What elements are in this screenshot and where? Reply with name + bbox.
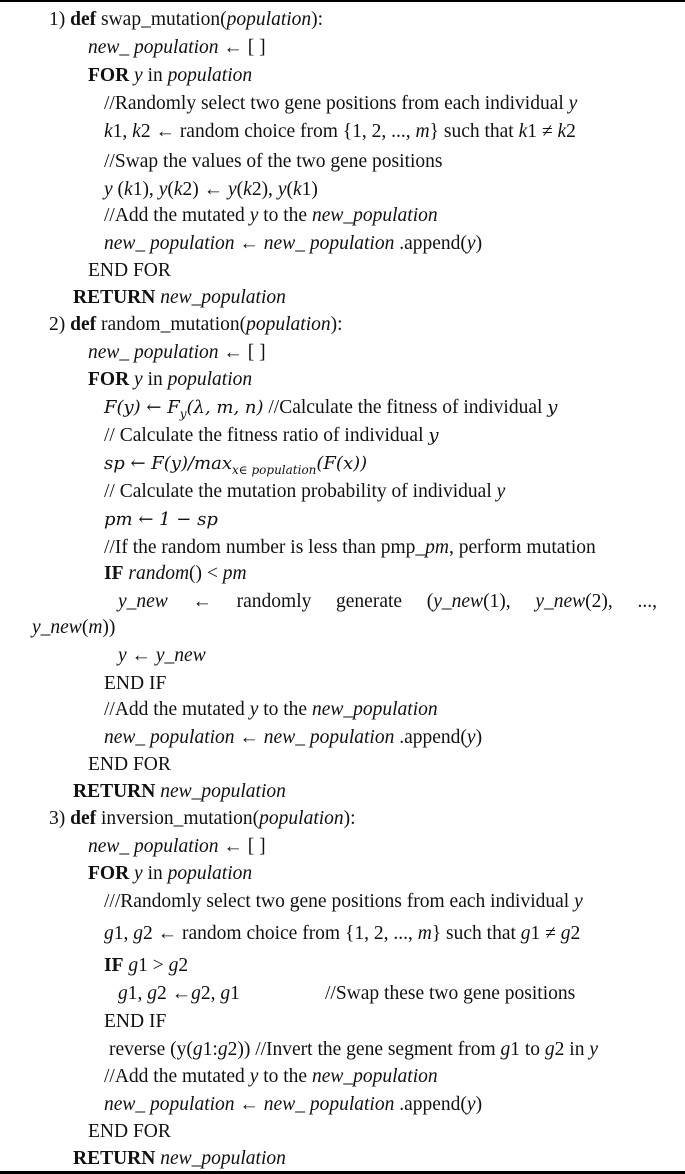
swap-endfor: END FOR	[88, 260, 171, 281]
inversion-comment-add: //Add the mutated y to the new_population	[104, 1066, 438, 1087]
swap-swapline: y (k1), y(k2) ← y(k2), y(k1)	[104, 179, 318, 200]
inversion-init: new_ population ← [ ]	[88, 836, 266, 857]
swap-for: FOR y in population	[88, 65, 253, 86]
inversion-for: FOR y in population	[88, 863, 253, 884]
swap-init: new_ population ← [ ]	[88, 37, 266, 58]
random-fitness: F(y) ← $F_y(\lambda$, m, n) //Calculate the fitness of individual y	[104, 397, 558, 421]
random-header: 2) def random_mutation(population):	[49, 314, 343, 335]
swap-append: new_ population ← new_ population .append(y)	[104, 233, 483, 254]
random-return: RETURN new_population	[73, 781, 286, 802]
inversion-reverse: reverse (y(g1:g2)) //Invert the gene segment from g1 to g2 in y	[109, 1039, 598, 1060]
inversion-append: new_ population ← new_ population .append(y)	[104, 1094, 483, 1115]
random-append: new_ population ← new_ population .append(y)	[104, 727, 483, 748]
random-comment-if: //If the random number is less than pmp_pm, perform mutation	[104, 537, 596, 558]
inversion-swap-comment: //Swap these two gene positions	[325, 983, 576, 1004]
random-pm: pm ← 1 − sp	[104, 509, 218, 530]
inversion-pick: g1, g2 ← random choice from {1, 2, ..., m} such that g1 ≠ g2	[104, 923, 581, 944]
random-comment-prob: // Calculate the mutation probability of individual y	[104, 481, 506, 502]
inversion-header: 3) def inversion_mutation(population):	[49, 808, 356, 829]
random-endif: END IF	[104, 673, 167, 694]
swap-comment-select: //Randomly select two gene positions from each individual y	[104, 93, 578, 114]
random-sp: sp ← $F(y)/\max_{x\in population}(F(x))$	[104, 453, 368, 477]
random-for: FOR y in population	[88, 369, 253, 390]
swap-comment-swap: //Swap the values of the two gene positions	[104, 151, 443, 172]
random-comment-add: //Add the mutated y to the new_population	[104, 699, 438, 720]
inversion-endif: END IF	[104, 1011, 167, 1032]
inversion-swap: g1, g2 ←g2, g1	[118, 983, 240, 1004]
swap-comment-add: //Add the mutated y to the new_population	[104, 205, 438, 226]
inversion-if: IF g1 > g2	[104, 955, 189, 976]
swap-pick: k1, k2 ← random choice from {1, 2, ..., m} such that k1 ≠ k2	[104, 121, 576, 142]
inversion-endfor: END FOR	[88, 1121, 171, 1142]
inversion-comment-select: ///Randomly select two gene positions from each individual y	[104, 891, 583, 912]
inversion-return: RETURN new_population	[73, 1148, 286, 1169]
random-if: IF random() < pm	[104, 563, 247, 584]
swap-return: RETURN new_population	[73, 287, 286, 308]
swap-header: 1) def swap_mutation(population):	[49, 9, 324, 30]
random-generate-cont: y_new(m))	[32, 617, 116, 638]
random-assign: y ← y_new	[118, 645, 206, 666]
random-generate: y_new ← randomly generate (y_new(1), y_new(2), ...,	[118, 591, 657, 612]
random-comment-ratio: // Calculate the fitness ratio of individual y	[104, 425, 439, 446]
random-endfor: END FOR	[88, 754, 171, 775]
random-init: new_ population ← [ ]	[88, 342, 266, 363]
